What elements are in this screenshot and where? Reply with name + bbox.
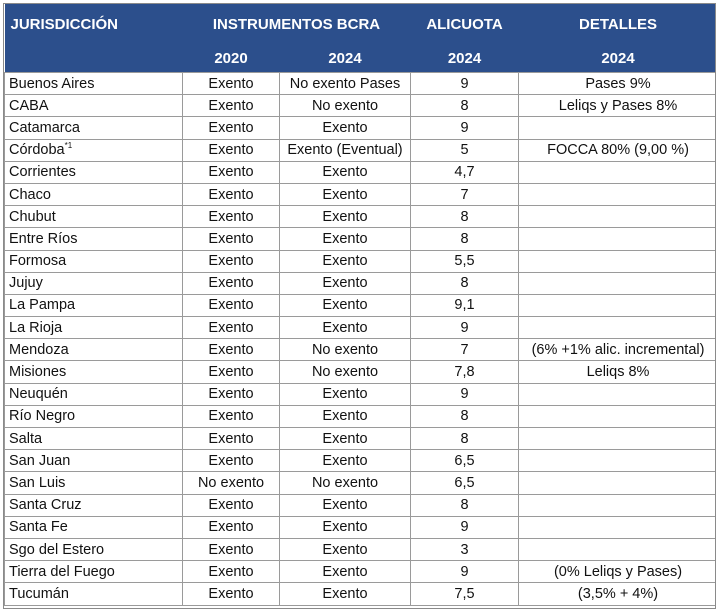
table-row (5, 294, 717, 316)
detalles-cell (519, 272, 716, 294)
alicuota-cell: 8 (411, 428, 519, 450)
alicuota-cell: 5 (411, 139, 519, 161)
detalles-cell (519, 317, 716, 339)
exemption-2020-cell: Exento (183, 428, 280, 450)
exemption-2024-cell: Exento (280, 494, 411, 516)
exemption-2020-cell: Exento (183, 494, 280, 516)
jurisdiction-cell: Jujuy (5, 272, 183, 294)
exemption-2020-cell: Exento (183, 250, 280, 272)
alicuota-cell: 8 (411, 494, 519, 516)
jurisdiction-cell: San Juan (5, 450, 183, 472)
table-row (5, 95, 717, 117)
table-row (5, 561, 717, 583)
header-alicuota: ALICUOTA (411, 4, 519, 44)
detalles-cell (519, 472, 716, 494)
alicuota-cell: 9 (411, 117, 519, 139)
alicuota-cell: 9 (411, 516, 519, 538)
alicuota-cell: 5,5 (411, 250, 519, 272)
jurisdiction-cell: Santa Fe (5, 516, 183, 538)
exemption-2020-cell: Exento (183, 317, 280, 339)
alicuota-cell: 4,7 (411, 161, 519, 183)
alicuota-cell: 6,5 (411, 472, 519, 494)
table-row (5, 183, 717, 205)
jurisdiction-cell: Neuquén (5, 383, 183, 405)
exemption-2024-cell: Exento (280, 405, 411, 427)
table-row (5, 139, 717, 161)
exemption-2020-cell: Exento (183, 361, 280, 383)
table-row (5, 583, 717, 605)
detalles-cell: (6% +1% alic. incremental) (519, 339, 716, 361)
detalles-cell: FOCCA 80% (9,00 %) (519, 139, 716, 161)
detalles-cell: Leliqs y Pases 8% (519, 95, 716, 117)
exemption-2024-cell: Exento (280, 250, 411, 272)
header-detalles: DETALLES (519, 4, 716, 44)
detalles-cell (519, 228, 716, 250)
table-row (5, 538, 717, 560)
header-empty (5, 44, 183, 73)
exemption-2024-cell: Exento (280, 428, 411, 450)
table-row (5, 383, 717, 405)
alicuota-cell: 7,8 (411, 361, 519, 383)
alicuota-cell: 8 (411, 228, 519, 250)
jurisdiction-cell: Entre Ríos (5, 228, 183, 250)
exemption-2024-cell: Exento (280, 183, 411, 205)
exemption-2020-cell: Exento (183, 294, 280, 316)
exemption-2024-cell: Exento (280, 206, 411, 228)
exemption-2024-cell: Exento (280, 538, 411, 560)
exemption-2024-cell: No exento (280, 95, 411, 117)
table-row (5, 339, 717, 361)
alicuota-cell: 9 (411, 317, 519, 339)
exemption-2020-cell: Exento (183, 228, 280, 250)
alicuota-cell: 9,1 (411, 294, 519, 316)
alicuota-cell: 8 (411, 405, 519, 427)
exemption-2024-cell: Exento (280, 583, 411, 605)
exemption-2024-cell: Exento (280, 383, 411, 405)
detalles-cell: (3,5% + 4%) (519, 583, 716, 605)
header-year-2020: 2020 (183, 44, 280, 73)
header-jurisdiccion: JURISDICCIÓN (5, 4, 183, 44)
table-body (5, 73, 717, 606)
exemption-2020-cell: Exento (183, 272, 280, 294)
detalles-cell: Leliqs 8% (519, 361, 716, 383)
exemption-2024-cell: No exento (280, 472, 411, 494)
alicuota-cell: 8 (411, 206, 519, 228)
jurisdiction-cell: Formosa (5, 250, 183, 272)
exemption-2020-cell: Exento (183, 450, 280, 472)
exemption-2024-cell: Exento (280, 561, 411, 583)
exemption-2020-cell: Exento (183, 538, 280, 560)
exemption-2020-cell: Exento (183, 161, 280, 183)
table-header (5, 4, 717, 73)
table-row (5, 405, 717, 427)
table-row (5, 73, 717, 95)
exemption-2020-cell: Exento (183, 117, 280, 139)
detalles-cell (519, 161, 716, 183)
table-frame (3, 3, 716, 609)
exemption-2024-cell: No exento Pases (280, 73, 411, 95)
detalles-cell (519, 494, 716, 516)
table-row (5, 317, 717, 339)
detalles-cell (519, 383, 716, 405)
alicuota-cell: 6,5 (411, 450, 519, 472)
table-row (5, 494, 717, 516)
jurisdiction-cell: La Rioja (5, 317, 183, 339)
table-row (5, 250, 717, 272)
jurisdiction-table (4, 4, 716, 606)
header-year-2024-instrumentos: 2024 (280, 44, 411, 73)
jurisdiction-cell: Río Negro (5, 405, 183, 427)
exemption-2020-cell: Exento (183, 583, 280, 605)
jurisdiction-cell: Corrientes (5, 161, 183, 183)
header-year-2024-alicuota: 2024 (411, 44, 519, 73)
jurisdiction-cell: Salta (5, 428, 183, 450)
exemption-2024-cell: Exento (280, 516, 411, 538)
header-instrumentos-bcra: INSTRUMENTOS BCRA (183, 4, 411, 44)
exemption-2020-cell: Exento (183, 561, 280, 583)
jurisdiction-cell: Catamarca (5, 117, 183, 139)
jurisdiction-cell: Chaco (5, 183, 183, 205)
table-row (5, 117, 717, 139)
footnote-marker: *1 (64, 141, 73, 151)
exemption-2020-cell: Exento (183, 516, 280, 538)
exemption-2020-cell: Exento (183, 339, 280, 361)
detalles-cell (519, 294, 716, 316)
detalles-cell (519, 428, 716, 450)
exemption-2024-cell: No exento (280, 361, 411, 383)
table-row (5, 428, 717, 450)
alicuota-cell: 9 (411, 73, 519, 95)
jurisdiction-cell: Buenos Aires (5, 73, 183, 95)
jurisdiction-cell: CABA (5, 95, 183, 117)
detalles-cell (519, 183, 716, 205)
exemption-2020-cell: No exento (183, 472, 280, 494)
exemption-2020-cell: Exento (183, 383, 280, 405)
jurisdiction-cell: Tierra del Fuego (5, 561, 183, 583)
exemption-2020-cell: Exento (183, 206, 280, 228)
jurisdiction-cell: Córdoba$^{*1}$ (5, 139, 183, 161)
table-row (5, 472, 717, 494)
alicuota-cell: 7 (411, 183, 519, 205)
header-year-2024-detalles: 2024 (519, 44, 716, 73)
jurisdiction-cell: Misiones (5, 361, 183, 383)
jurisdiction-cell: Chubut (5, 206, 183, 228)
jurisdiction-cell: Santa Cruz (5, 494, 183, 516)
jurisdiction-cell: San Luis (5, 472, 183, 494)
exemption-2024-cell: Exento (280, 272, 411, 294)
jurisdiction-cell: La Pampa (5, 294, 183, 316)
exemption-2024-cell: Exento (280, 450, 411, 472)
table-row (5, 228, 717, 250)
detalles-cell (519, 450, 716, 472)
exemption-2020-cell: Exento (183, 73, 280, 95)
detalles-cell: Pases 9% (519, 73, 716, 95)
exemption-2020-cell: Exento (183, 139, 280, 161)
detalles-cell (519, 516, 716, 538)
table-row (5, 516, 717, 538)
detalles-cell (519, 117, 716, 139)
jurisdiction-cell: Mendoza (5, 339, 183, 361)
exemption-2024-cell: Exento (Eventual) (280, 139, 411, 161)
table-row (5, 272, 717, 294)
detalles-cell: (0% Leliqs y Pases) (519, 561, 716, 583)
exemption-2024-cell: Exento (280, 161, 411, 183)
jurisdiction-cell: Sgo del Estero (5, 538, 183, 560)
table-row (5, 206, 717, 228)
table-row (5, 161, 717, 183)
alicuota-cell: 7,5 (411, 583, 519, 605)
exemption-2024-cell: No exento (280, 339, 411, 361)
alicuota-cell: 8 (411, 95, 519, 117)
detalles-cell (519, 405, 716, 427)
detalles-cell (519, 538, 716, 560)
table-row (5, 450, 717, 472)
exemption-2020-cell: Exento (183, 405, 280, 427)
exemption-2024-cell: Exento (280, 228, 411, 250)
exemption-2024-cell: Exento (280, 117, 411, 139)
exemption-2024-cell: Exento (280, 317, 411, 339)
alicuota-cell: 9 (411, 561, 519, 583)
table-row (5, 361, 717, 383)
alicuota-cell: 3 (411, 538, 519, 560)
jurisdiction-cell: Tucumán (5, 583, 183, 605)
exemption-2020-cell: Exento (183, 95, 280, 117)
detalles-cell (519, 206, 716, 228)
alicuota-cell: 7 (411, 339, 519, 361)
exemption-2020-cell: Exento (183, 183, 280, 205)
detalles-cell (519, 250, 716, 272)
alicuota-cell: 9 (411, 383, 519, 405)
exemption-2024-cell: Exento (280, 294, 411, 316)
alicuota-cell: 8 (411, 272, 519, 294)
